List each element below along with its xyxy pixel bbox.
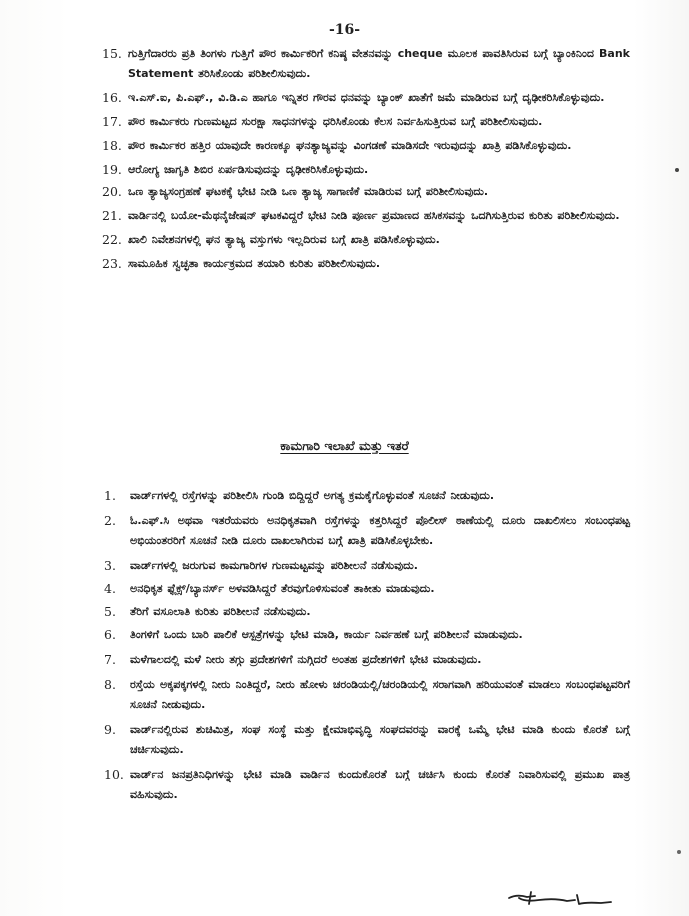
list-item — [102, 206, 630, 226]
item-text: ಪೌರ ಕಾರ್ಮಿಕರ ಹತ್ತಿರ ಯಾವುದೇ ಕಾರಣಕ್ಕೂ ಘನತ್ಯಾಜ್ಯವನ್ನು ವಿಂಗಡಣೆ ಮಾಡಿಸದೇ ಇರುವುದನ್ನು ಖಾತ್ರಿ ಪಡಿಸಿಕೊಳ್ಳುವುದು. — [128, 139, 572, 152]
list-item — [104, 511, 630, 551]
item-number: 22. — [102, 232, 122, 247]
item-text: ಒಣ ತ್ಯಾಜ್ಯಸಂಗ್ರಹಣೆ ಘಟಕಕ್ಕೆ ಭೇಟಿ ನೀಡಿ ಒಣ ತ್ಯಾಜ್ಯ ಸಾಗಾಣಿಕೆ ಮಾಡಿರುವ ಬಗ್ಗೆ ಪರಿಶೀಲಿಸುವುದು. — [128, 185, 489, 198]
list-item — [104, 556, 630, 576]
item-number: 1. — [104, 488, 116, 503]
page-number: -16- — [328, 22, 361, 38]
item-text: ಪೌರ ಕಾರ್ಮಿಕರು ಗುಣಮಟ್ಟದ ಸುರಕ್ಷಾ ಸಾಧನಗಳನ್ನು ಧರಿಸಿಕೊಂಡು ಕೆಲಸ ನಿರ್ವಹಿಸುತ್ತಿರುವ ಬಗ್ಗೆ ಪರಿಶೀಲಿಸುವುದು. — [128, 115, 543, 128]
item-number: 16. — [102, 90, 122, 105]
item-number: 19. — [102, 162, 122, 177]
item-text: ಮಳೆಗಾಲದಲ್ಲಿ ಮಳೆ ನೀರು ತಗ್ಗು ಪ್ರದೇಶಗಳಿಗೆ ನುಗ್ಗಿದರೆ ಅಂತಹ ಪ್ರದೇಶಗಳಿಗೆ ಭೇಟಿ ಮಾಡುವುದು. — [130, 653, 482, 666]
list-item — [104, 602, 630, 622]
list-item — [102, 160, 630, 180]
item-number: 15. — [102, 46, 122, 61]
item-number: 9. — [104, 722, 116, 737]
list-item — [104, 765, 630, 805]
edge-speck — [675, 168, 679, 172]
item-number: 8. — [104, 677, 116, 692]
item-text: ಓ.ಎಫ್.ಸಿ ಅಥವಾ ಇತರೆಯವರು ಅನಧಿಕೃತವಾಗಿ ರಸ್ತೆಗಳನ್ನು ಕತ್ತರಿಸಿದ್ದರೆ ಪೊಲೀಸ್ ಠಾಣೆಯಲ್ಲಿ ದೂರು ದಾಖಲಿಸಲು ಸಂಬಂಧಪಟ್ಟ ಅಭಿಯಂತರರಿಗೆ ಸೂಚನೆ ನೀಡಿ ದೂರು ದಾಖಲಾಗಿರುವ ಬಗ್ಗೆ ಖಾತ್ರಿ ಪಡಿಸಿಕೊಳ್ಳಬೇಕು. — [130, 514, 630, 547]
item-text: ತಿಂಗಳಿಗೆ ಒಂದು ಬಾರಿ ಪಾಲಿಕೆ ಆಸ್ಪತ್ರೆಗಳನ್ನು ಭೇಟಿ ಮಾಡಿ, ಕಾರ್ಯ ನಿರ್ವಹಣೆ ಬಗ್ಗೆ ಪರಿಶೀಲನೆ ಮಾಡುವುದು. — [130, 628, 523, 641]
item-number: 23. — [102, 256, 122, 271]
list-item — [102, 230, 630, 250]
list-item — [102, 136, 630, 156]
list-item — [102, 254, 630, 274]
list-item — [102, 182, 630, 202]
works-department-checklist — [104, 486, 630, 810]
checklist-continued — [102, 44, 630, 276]
list-item — [102, 112, 630, 132]
list-item — [104, 720, 630, 760]
item-number: 2. — [104, 513, 116, 528]
item-text: ತೆರಿಗೆ ವಸೂಲಾತಿ ಕುರಿತು ಪರಿಶೀಲನೆ ನಡೆಸುವುದು. — [130, 605, 311, 618]
item-text: ಖಾಲಿ ನಿವೇಶನಗಳಲ್ಲಿ ಘನ ತ್ಯಾಜ್ಯ ವಸ್ತುಗಳು ಇಲ್ಲದಿರುವ ಬಗ್ಗೆ ಖಾತ್ರಿ ಪಡಿಸಿಕೊಳ್ಳುವುದು. — [128, 233, 440, 246]
item-number: 6. — [104, 627, 116, 642]
item-number: 18. — [102, 138, 122, 153]
item-text: ರಸ್ತೆಯ ಅಕ್ಕಪಕ್ಕಗಳಲ್ಲಿ ನೀರು ನಿಂತಿದ್ದರೆ, ನೀರು ಹೋಳು ಚರಂಡಿಯಲ್ಲಿ/ಚರಂಡಿಯಲ್ಲಿ ಸರಾಗವಾಗಿ ಹರಿಯುವಂತೆ ಮಾಡಲು ಸಂಬಂಧಪಟ್ಟವರಿಗೆ ಸೂಚನೆ ನೀಡುವುದು. — [130, 678, 630, 711]
item-number: 17. — [102, 114, 122, 129]
item-number: 3. — [104, 558, 116, 573]
item-text: ವಾರ್ಡ್‌ಗಳಲ್ಲಿ ಜರುಗುವ ಕಾಮಗಾರಿಗಳ ಗುಣಮಟ್ಟವನ್ನು ಪರಿಶೀಲನೆ ನಡೆಸುವುದು. — [130, 559, 418, 572]
list-item — [104, 675, 630, 715]
item-number: 7. — [104, 652, 116, 667]
item-text: ವಾರ್ಡಿನಲ್ಲಿ ಬಯೋ-ಮೆಥನೈಜೇಷನ್ ಘಟಕವಿದ್ದರೆ ಭೇಟಿ ನೀಡಿ ಪೂರ್ಣ ಪ್ರಮಾಣದ ಹಸಿಕಸವನ್ನು ಒದಗಿಸುತ್ತಿರುವ ಕುರಿತು ಪರಿಶೀಲಿಸುವುದು. — [128, 209, 620, 222]
list-item — [102, 88, 630, 108]
signature-image — [505, 886, 615, 912]
list-item — [104, 486, 630, 506]
item-number: 10. — [104, 767, 124, 782]
section-heading — [0, 438, 689, 454]
item-text: ಇ.ಎಸ್.ಐ, ಪಿ.ಎಫ್., ವಿ.ಡಿ.ಎ ಹಾಗೂ ಇನ್ನಿತರ ಗೌರವ ಧನವನ್ನು ಬ್ಯಾಂಕ್ ಖಾತೆಗೆ ಜಮೆ ಮಾಡಿರುವ ಬಗ್ಗೆ ದೃಢೀಕರಿಸಿಕೊಳ್ಳುವುದು. — [128, 91, 605, 104]
item-text: ವಾರ್ಡ್‌ನಲ್ಲಿರುವ ಶುಚಿಮಿತ್ರ, ಸಂಘ ಸಂಸ್ಥೆ ಮತ್ತು ಕ್ಷೇಮಾಭಿವೃದ್ಧಿ ಸಂಘದವರನ್ನು ವಾರಕ್ಕೆ ಒಮ್ಮೆ ಭೇಟಿ ಮಾಡಿ ಕುಂದು ಕೊರತೆ ಬಗ್ಗೆ ಚರ್ಚಿಸುವುದು. — [130, 723, 630, 756]
section-heading-text: ಕಾಮಗಾರಿ ಇಲಾಖೆ ಮತ್ತು ಇತರೆ — [280, 438, 409, 453]
item-text: ವಾರ್ಡ್‌ನ ಜನಪ್ರತಿನಿಧಿಗಳನ್ನು ಭೇಟಿ ಮಾಡಿ ವಾರ್ಡಿನ ಕುಂದುಕೊರತೆ ಬಗ್ಗೆ ಚರ್ಚಿಸಿ ಕುಂದು ಕೊರತೆ ನಿವಾರಿಸುವಲ್ಲಿ ಪ್ರಮುಖ ಪಾತ್ರ ವಹಿಸುವುದು. — [130, 768, 630, 801]
list-item — [102, 44, 630, 84]
item-number: 4. — [104, 581, 116, 596]
item-text: ಆರೋಗ್ಯ ಜಾಗೃತಿ ಶಿಬಿರ ಏರ್ಪಡಿಸುವುದನ್ನು ದೃಢೀಕರಿಸಿಕೊಳ್ಳುವುದು. — [128, 163, 369, 176]
item-number: 21. — [102, 208, 122, 223]
list-item — [104, 650, 630, 670]
item-text: ಗುತ್ತಿಗೆದಾರರು ಪ್ರತಿ ತಿಂಗಳು ಗುತ್ತಿಗೆ ಪೌರ ಕಾರ್ಮಿಕರಿಗೆ ಕನಿಷ್ಠ ವೇತನವನ್ನು cheque ಮೂಲಕ ಪಾವತಿಸಿರುವ ಬಗ್ಗೆ ಬ್ಯಾಂಕಿನಿಂದ Bank Statement ತರಿಸಿಕೊಂಡು ಪರಿಶೀಲಿಸುವುದು. — [128, 47, 630, 80]
item-text: ವಾರ್ಡ್‌ಗಳಲ್ಲಿ ರಸ್ತೆಗಳನ್ನು ಪರಿಶೀಲಿಸಿ ಗುಂಡಿ ಬಿದ್ದಿದ್ದರೆ ಅಗತ್ಯ ಕ್ರಮಕೈಗೊಳ್ಳುವಂತೆ ಸೂಚನೆ ನೀಡುವುದು. — [130, 489, 495, 502]
item-text: ಅನಧಿಕೃತ ಫ್ಲೆಕ್ಸ್/ಬ್ಯಾನರ್ಸ್ ಅಳವಡಿಸಿದ್ದರೆ ತೆರವುಗೊಳಿಸುವಂತೆ ತಾಕೀತು ಮಾಡುವುದು. — [130, 582, 435, 595]
item-number: 20. — [102, 184, 122, 199]
edge-speck — [677, 850, 681, 854]
list-item — [104, 625, 630, 645]
item-number: 5. — [104, 604, 116, 619]
list-item — [104, 579, 630, 599]
item-text: ಸಾಮೂಹಿಕ ಸ್ವಚ್ಛತಾ ಕಾರ್ಯಕ್ರಮದ ತಯಾರಿ ಕುರಿತು ಪರಿಶೀಲಿಸುವುದು. — [128, 257, 381, 270]
